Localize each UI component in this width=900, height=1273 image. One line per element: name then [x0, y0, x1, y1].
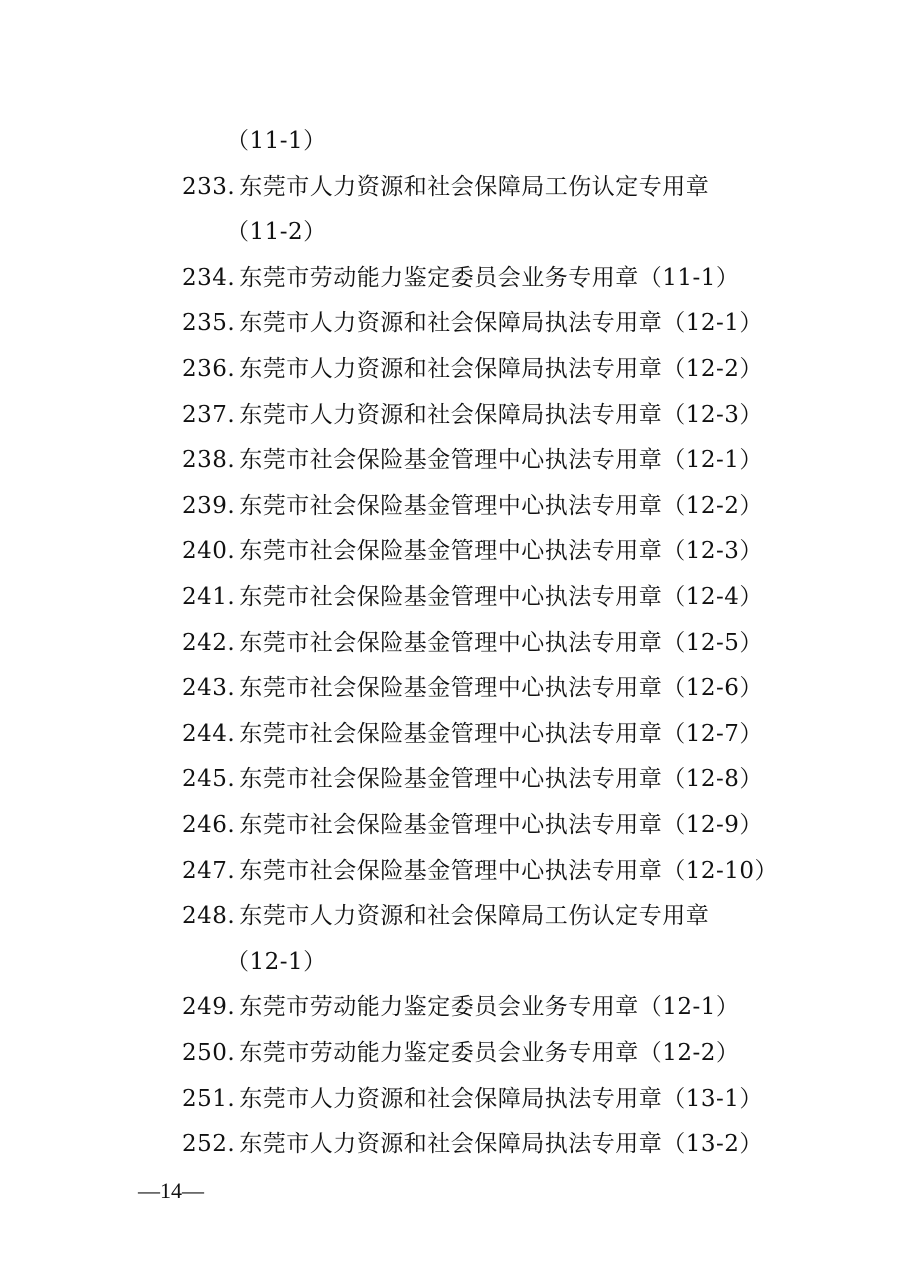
list-item — [182, 805, 763, 845]
list-item-text: （12-1） — [226, 948, 327, 975]
list-item-text: 东莞市社会保险基金管理中心执法专用章（12-10） — [239, 857, 779, 884]
list-item — [182, 349, 763, 389]
list-item — [182, 577, 763, 617]
list-item-text: 东莞市社会保险基金管理中心执法专用章（12-6） — [239, 675, 763, 702]
list-item-number: 246. — [182, 812, 236, 838]
list-item-number: 247. — [182, 857, 236, 884]
list-item-number: 239. — [182, 492, 236, 519]
list-item-number: 252. — [182, 1131, 236, 1158]
list-item-text: 东莞市社会保险基金管理中心执法专用章（12-9） — [239, 812, 763, 838]
list-item-continuation — [226, 212, 327, 252]
list-item-text: 东莞市人力资源和社会保障局工伤认定专用章 — [239, 173, 710, 200]
page-number: —14— — [138, 1178, 204, 1203]
list-item-number: 235. — [182, 310, 236, 337]
list-item — [182, 486, 763, 526]
list-item — [182, 1124, 763, 1164]
list-item-number: 248. — [182, 903, 236, 930]
list-item — [182, 759, 763, 799]
list-item-continuation — [226, 942, 327, 982]
list-item — [182, 714, 763, 754]
list-item-text: 东莞市社会保险基金管理中心执法专用章（12-1） — [239, 447, 763, 474]
list-item-text: （11-1） — [226, 128, 327, 154]
list-item-number: 236. — [182, 356, 236, 382]
list-item — [182, 851, 778, 891]
list-item — [182, 896, 709, 936]
list-item-text: 东莞市劳动能力鉴定委员会业务专用章（12-1） — [239, 994, 740, 1021]
list-item-number: 242. — [182, 629, 236, 656]
list-item-text: 东莞市社会保险基金管理中心执法专用章（12-5） — [239, 629, 763, 656]
list-item — [182, 668, 763, 708]
list-item — [182, 395, 763, 435]
list-item-text: （11-2） — [226, 219, 327, 246]
list-item-number: 250. — [182, 1040, 236, 1066]
list-item-number: 240. — [182, 538, 236, 565]
list-item-text: 东莞市社会保险基金管理中心执法专用章（12-8） — [239, 766, 763, 793]
list-item-number: 241. — [182, 584, 236, 610]
list-item-text: 东莞市人力资源和社会保障局工伤认定专用章 — [239, 903, 710, 930]
list-item — [182, 987, 739, 1027]
list-item-text: 东莞市人力资源和社会保障局执法专用章（12-2） — [239, 356, 763, 382]
list-item — [182, 440, 763, 480]
list-item — [182, 531, 763, 571]
list-item — [182, 303, 763, 343]
list-item-continuation — [226, 121, 327, 161]
list-item-text: 东莞市社会保险基金管理中心执法专用章（12-3） — [239, 538, 763, 565]
list-item-text: 东莞市劳动能力鉴定委员会业务专用章（12-2） — [239, 1040, 740, 1066]
list-item-text: 东莞市人力资源和社会保障局执法专用章（13-2） — [239, 1131, 763, 1158]
list-item-text: 东莞市人力资源和社会保障局执法专用章（12-1） — [239, 310, 763, 337]
list-item-text: 东莞市社会保险基金管理中心执法专用章（12-4） — [239, 584, 763, 610]
list-item — [182, 258, 739, 298]
list-item — [182, 167, 709, 207]
list-item-text: 东莞市人力资源和社会保障局执法专用章（12-3） — [239, 401, 763, 428]
list-item-number: 233. — [182, 173, 236, 200]
list-item — [182, 1033, 739, 1073]
list-item-number: 243. — [182, 675, 236, 702]
list-item-number: 234. — [182, 264, 236, 291]
list-item-number: 251. — [182, 1085, 236, 1112]
list-item-number: 245. — [182, 766, 236, 793]
list-item-text: 东莞市劳动能力鉴定委员会业务专用章（11-1） — [239, 264, 740, 291]
list-item-text: 东莞市社会保险基金管理中心执法专用章（12-2） — [239, 492, 763, 519]
list-item — [182, 623, 763, 663]
list-item — [182, 1079, 763, 1119]
list-item-text: 东莞市社会保险基金管理中心执法专用章（12-7） — [239, 720, 763, 747]
list-item-number: 249. — [182, 994, 236, 1021]
list-item-number: 238. — [182, 447, 236, 474]
list-item-number: 244. — [182, 720, 236, 747]
list-item-text: 东莞市人力资源和社会保障局执法专用章（13-1） — [239, 1085, 763, 1112]
list-item-number: 237. — [182, 401, 236, 428]
